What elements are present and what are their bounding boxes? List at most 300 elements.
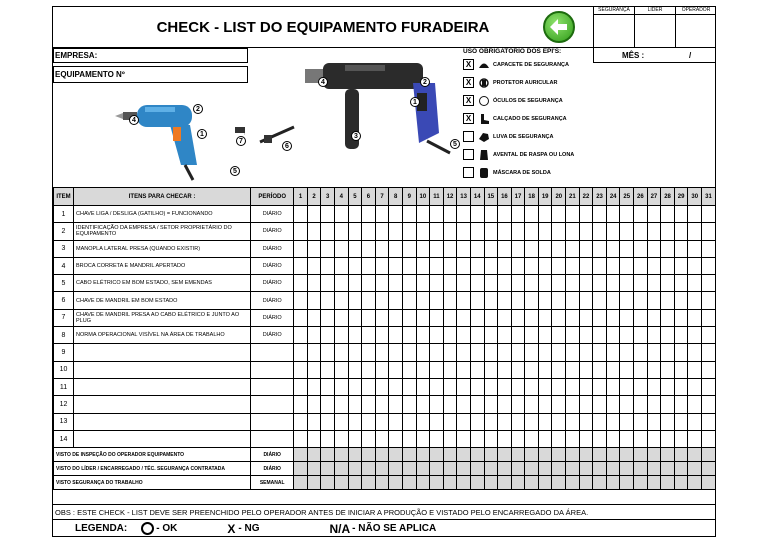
signature-cell[interactable] <box>511 448 525 462</box>
day-check-cell[interactable] <box>674 344 688 361</box>
day-check-cell[interactable] <box>525 396 539 413</box>
day-check-cell[interactable] <box>620 275 634 292</box>
day-check-cell[interactable] <box>389 430 403 447</box>
day-check-cell[interactable] <box>375 206 389 223</box>
day-check-cell[interactable] <box>443 361 457 378</box>
day-check-cell[interactable] <box>674 206 688 223</box>
day-check-cell[interactable] <box>443 257 457 274</box>
day-check-cell[interactable] <box>362 378 376 395</box>
day-check-cell[interactable] <box>402 309 416 326</box>
signature-cell[interactable] <box>593 448 607 462</box>
day-check-cell[interactable] <box>661 413 675 430</box>
day-check-cell[interactable] <box>620 223 634 240</box>
day-check-cell[interactable] <box>470 361 484 378</box>
day-check-cell[interactable] <box>294 292 308 309</box>
day-check-cell[interactable] <box>321 361 335 378</box>
day-check-cell[interactable] <box>416 240 430 257</box>
day-check-cell[interactable] <box>688 206 702 223</box>
day-check-cell[interactable] <box>606 206 620 223</box>
day-check-cell[interactable] <box>321 378 335 395</box>
day-check-cell[interactable] <box>674 292 688 309</box>
day-check-cell[interactable] <box>674 396 688 413</box>
day-check-cell[interactable] <box>661 292 675 309</box>
day-check-cell[interactable] <box>620 378 634 395</box>
day-check-cell[interactable] <box>498 206 512 223</box>
day-check-cell[interactable] <box>566 396 580 413</box>
day-check-cell[interactable] <box>348 309 362 326</box>
day-check-cell[interactable] <box>538 413 552 430</box>
day-check-cell[interactable] <box>470 206 484 223</box>
day-check-cell[interactable] <box>430 292 444 309</box>
day-check-cell[interactable] <box>579 206 593 223</box>
day-check-cell[interactable] <box>674 223 688 240</box>
signature-cell[interactable] <box>647 462 661 476</box>
day-check-cell[interactable] <box>606 378 620 395</box>
day-check-cell[interactable] <box>702 327 716 344</box>
day-check-cell[interactable] <box>389 240 403 257</box>
day-check-cell[interactable] <box>334 275 348 292</box>
day-check-cell[interactable] <box>430 430 444 447</box>
day-check-cell[interactable] <box>321 223 335 240</box>
epi-checkbox[interactable]: X <box>463 59 474 70</box>
day-check-cell[interactable] <box>457 275 471 292</box>
signature-cell[interactable] <box>552 448 566 462</box>
day-check-cell[interactable] <box>416 396 430 413</box>
day-check-cell[interactable] <box>634 223 648 240</box>
day-check-cell[interactable] <box>294 309 308 326</box>
day-check-cell[interactable] <box>538 378 552 395</box>
day-check-cell[interactable] <box>593 240 607 257</box>
day-check-cell[interactable] <box>674 413 688 430</box>
day-check-cell[interactable] <box>375 378 389 395</box>
signature-cell[interactable] <box>348 462 362 476</box>
day-check-cell[interactable] <box>402 223 416 240</box>
signature-cell[interactable] <box>402 462 416 476</box>
epi-checkbox[interactable] <box>463 149 474 160</box>
day-check-cell[interactable] <box>647 309 661 326</box>
day-check-cell[interactable] <box>307 257 321 274</box>
day-check-cell[interactable] <box>334 309 348 326</box>
day-check-cell[interactable] <box>362 344 376 361</box>
day-check-cell[interactable] <box>457 309 471 326</box>
day-check-cell[interactable] <box>566 344 580 361</box>
signature-cell[interactable] <box>321 462 335 476</box>
signature-cell[interactable] <box>566 448 580 462</box>
day-check-cell[interactable] <box>579 378 593 395</box>
signature-cell[interactable] <box>348 448 362 462</box>
day-check-cell[interactable] <box>443 413 457 430</box>
signature-cell[interactable] <box>674 448 688 462</box>
signature-cell[interactable] <box>538 476 552 490</box>
day-check-cell[interactable] <box>470 257 484 274</box>
signature-cell[interactable] <box>511 462 525 476</box>
day-check-cell[interactable] <box>511 344 525 361</box>
day-check-cell[interactable] <box>294 206 308 223</box>
day-check-cell[interactable] <box>552 257 566 274</box>
signature-cell[interactable] <box>484 476 498 490</box>
day-check-cell[interactable] <box>702 413 716 430</box>
day-check-cell[interactable] <box>294 378 308 395</box>
day-check-cell[interactable] <box>579 309 593 326</box>
day-check-cell[interactable] <box>402 257 416 274</box>
day-check-cell[interactable] <box>321 327 335 344</box>
day-check-cell[interactable] <box>402 206 416 223</box>
day-check-cell[interactable] <box>661 257 675 274</box>
day-check-cell[interactable] <box>334 430 348 447</box>
day-check-cell[interactable] <box>307 309 321 326</box>
day-check-cell[interactable] <box>457 223 471 240</box>
day-check-cell[interactable] <box>430 378 444 395</box>
day-check-cell[interactable] <box>511 206 525 223</box>
month-field[interactable] <box>593 48 716 63</box>
day-check-cell[interactable] <box>375 344 389 361</box>
day-check-cell[interactable] <box>375 361 389 378</box>
day-check-cell[interactable] <box>348 206 362 223</box>
day-check-cell[interactable] <box>511 223 525 240</box>
day-check-cell[interactable] <box>334 257 348 274</box>
day-check-cell[interactable] <box>430 413 444 430</box>
day-check-cell[interactable] <box>634 327 648 344</box>
signature-cell[interactable] <box>470 448 484 462</box>
day-check-cell[interactable] <box>457 430 471 447</box>
day-check-cell[interactable] <box>402 430 416 447</box>
signature-cell[interactable] <box>334 476 348 490</box>
day-check-cell[interactable] <box>525 327 539 344</box>
day-check-cell[interactable] <box>307 378 321 395</box>
day-check-cell[interactable] <box>566 240 580 257</box>
day-check-cell[interactable] <box>688 361 702 378</box>
day-check-cell[interactable] <box>538 223 552 240</box>
day-check-cell[interactable] <box>362 413 376 430</box>
day-check-cell[interactable] <box>525 413 539 430</box>
day-check-cell[interactable] <box>484 413 498 430</box>
day-check-cell[interactable] <box>661 361 675 378</box>
day-check-cell[interactable] <box>579 344 593 361</box>
day-check-cell[interactable] <box>674 361 688 378</box>
day-check-cell[interactable] <box>647 396 661 413</box>
day-check-cell[interactable] <box>552 206 566 223</box>
signature-cell[interactable] <box>484 462 498 476</box>
day-check-cell[interactable] <box>566 223 580 240</box>
day-check-cell[interactable] <box>375 309 389 326</box>
day-check-cell[interactable] <box>566 378 580 395</box>
signature-cell[interactable] <box>647 448 661 462</box>
day-check-cell[interactable] <box>375 223 389 240</box>
signature-cell[interactable] <box>620 462 634 476</box>
day-check-cell[interactable] <box>702 223 716 240</box>
day-check-cell[interactable] <box>348 396 362 413</box>
day-check-cell[interactable] <box>484 275 498 292</box>
day-check-cell[interactable] <box>348 223 362 240</box>
company-field[interactable] <box>53 48 248 63</box>
day-check-cell[interactable] <box>457 413 471 430</box>
day-check-cell[interactable] <box>538 292 552 309</box>
signature-cell[interactable] <box>579 448 593 462</box>
day-check-cell[interactable] <box>634 240 648 257</box>
day-check-cell[interactable] <box>402 396 416 413</box>
day-check-cell[interactable] <box>525 344 539 361</box>
day-check-cell[interactable] <box>484 430 498 447</box>
signature-cell[interactable] <box>566 462 580 476</box>
day-check-cell[interactable] <box>525 240 539 257</box>
day-check-cell[interactable] <box>688 292 702 309</box>
day-check-cell[interactable] <box>674 275 688 292</box>
day-check-cell[interactable] <box>702 396 716 413</box>
day-check-cell[interactable] <box>688 430 702 447</box>
day-check-cell[interactable] <box>457 396 471 413</box>
day-check-cell[interactable] <box>688 378 702 395</box>
day-check-cell[interactable] <box>307 275 321 292</box>
day-check-cell[interactable] <box>511 240 525 257</box>
day-check-cell[interactable] <box>661 344 675 361</box>
day-check-cell[interactable] <box>620 240 634 257</box>
day-check-cell[interactable] <box>688 396 702 413</box>
signature-cell[interactable] <box>294 462 308 476</box>
day-check-cell[interactable] <box>552 275 566 292</box>
day-check-cell[interactable] <box>416 327 430 344</box>
day-check-cell[interactable] <box>661 206 675 223</box>
day-check-cell[interactable] <box>688 257 702 274</box>
signature-cell[interactable] <box>620 476 634 490</box>
day-check-cell[interactable] <box>375 327 389 344</box>
signature-cell[interactable] <box>389 448 403 462</box>
day-check-cell[interactable] <box>443 223 457 240</box>
day-check-cell[interactable] <box>511 361 525 378</box>
signature-cell[interactable] <box>470 462 484 476</box>
day-check-cell[interactable] <box>647 361 661 378</box>
day-check-cell[interactable] <box>457 292 471 309</box>
day-check-cell[interactable] <box>498 361 512 378</box>
day-check-cell[interactable] <box>389 361 403 378</box>
signature-cell[interactable] <box>362 462 376 476</box>
day-check-cell[interactable] <box>389 413 403 430</box>
day-check-cell[interactable] <box>294 396 308 413</box>
signature-cell[interactable] <box>430 476 444 490</box>
day-check-cell[interactable] <box>674 327 688 344</box>
day-check-cell[interactable] <box>525 292 539 309</box>
day-check-cell[interactable] <box>430 206 444 223</box>
signature-cell[interactable] <box>470 476 484 490</box>
day-check-cell[interactable] <box>634 206 648 223</box>
day-check-cell[interactable] <box>294 413 308 430</box>
signature-cell[interactable] <box>702 476 716 490</box>
day-check-cell[interactable] <box>334 240 348 257</box>
day-check-cell[interactable] <box>484 206 498 223</box>
day-check-cell[interactable] <box>511 413 525 430</box>
day-check-cell[interactable] <box>430 240 444 257</box>
day-check-cell[interactable] <box>647 240 661 257</box>
day-check-cell[interactable] <box>470 275 484 292</box>
day-check-cell[interactable] <box>606 344 620 361</box>
day-check-cell[interactable] <box>620 344 634 361</box>
day-check-cell[interactable] <box>307 344 321 361</box>
day-check-cell[interactable] <box>606 275 620 292</box>
day-check-cell[interactable] <box>606 430 620 447</box>
day-check-cell[interactable] <box>498 309 512 326</box>
day-check-cell[interactable] <box>634 413 648 430</box>
day-check-cell[interactable] <box>389 275 403 292</box>
epi-checkbox[interactable]: X <box>463 113 474 124</box>
day-check-cell[interactable] <box>389 292 403 309</box>
signature-cell[interactable] <box>457 462 471 476</box>
day-check-cell[interactable] <box>566 361 580 378</box>
day-check-cell[interactable] <box>484 309 498 326</box>
signature-cell[interactable] <box>362 476 376 490</box>
day-check-cell[interactable] <box>538 327 552 344</box>
day-check-cell[interactable] <box>470 396 484 413</box>
day-check-cell[interactable] <box>688 309 702 326</box>
day-check-cell[interactable] <box>511 378 525 395</box>
signature-cell[interactable] <box>674 462 688 476</box>
signature-cell[interactable] <box>457 448 471 462</box>
signature-cell[interactable] <box>661 476 675 490</box>
signature-cell[interactable] <box>389 462 403 476</box>
day-check-cell[interactable] <box>606 327 620 344</box>
day-check-cell[interactable] <box>634 344 648 361</box>
day-check-cell[interactable] <box>525 361 539 378</box>
day-check-cell[interactable] <box>688 275 702 292</box>
signature-cell[interactable] <box>443 476 457 490</box>
day-check-cell[interactable] <box>402 292 416 309</box>
signature-cell[interactable] <box>620 448 634 462</box>
day-check-cell[interactable] <box>566 309 580 326</box>
day-check-cell[interactable] <box>647 292 661 309</box>
day-check-cell[interactable] <box>416 344 430 361</box>
signature-box-security[interactable] <box>593 7 634 47</box>
epi-checkbox[interactable] <box>463 131 474 142</box>
day-check-cell[interactable] <box>402 327 416 344</box>
day-check-cell[interactable] <box>661 309 675 326</box>
day-check-cell[interactable] <box>348 327 362 344</box>
signature-cell[interactable] <box>634 476 648 490</box>
day-check-cell[interactable] <box>511 430 525 447</box>
day-check-cell[interactable] <box>321 257 335 274</box>
day-check-cell[interactable] <box>702 378 716 395</box>
day-check-cell[interactable] <box>348 413 362 430</box>
day-check-cell[interactable] <box>457 240 471 257</box>
day-check-cell[interactable] <box>688 327 702 344</box>
day-check-cell[interactable] <box>552 378 566 395</box>
signature-cell[interactable] <box>443 462 457 476</box>
day-check-cell[interactable] <box>525 206 539 223</box>
signature-cell[interactable] <box>593 476 607 490</box>
day-check-cell[interactable] <box>430 396 444 413</box>
day-check-cell[interactable] <box>579 240 593 257</box>
day-check-cell[interactable] <box>498 257 512 274</box>
day-check-cell[interactable] <box>525 430 539 447</box>
day-check-cell[interactable] <box>498 378 512 395</box>
day-check-cell[interactable] <box>375 257 389 274</box>
day-check-cell[interactable] <box>538 430 552 447</box>
signature-cell[interactable] <box>430 448 444 462</box>
day-check-cell[interactable] <box>321 413 335 430</box>
day-check-cell[interactable] <box>688 240 702 257</box>
day-check-cell[interactable] <box>307 327 321 344</box>
day-check-cell[interactable] <box>606 257 620 274</box>
signature-box-leader[interactable] <box>634 7 675 47</box>
day-check-cell[interactable] <box>620 413 634 430</box>
day-check-cell[interactable] <box>647 344 661 361</box>
day-check-cell[interactable] <box>348 275 362 292</box>
day-check-cell[interactable] <box>674 240 688 257</box>
day-check-cell[interactable] <box>389 206 403 223</box>
day-check-cell[interactable] <box>661 378 675 395</box>
day-check-cell[interactable] <box>307 396 321 413</box>
signature-cell[interactable] <box>430 462 444 476</box>
signature-box-operator[interactable] <box>675 7 716 47</box>
day-check-cell[interactable] <box>443 206 457 223</box>
day-check-cell[interactable] <box>634 257 648 274</box>
day-check-cell[interactable] <box>362 309 376 326</box>
signature-cell[interactable] <box>402 476 416 490</box>
signature-cell[interactable] <box>606 476 620 490</box>
day-check-cell[interactable] <box>606 413 620 430</box>
day-check-cell[interactable] <box>552 223 566 240</box>
day-check-cell[interactable] <box>634 292 648 309</box>
day-check-cell[interactable] <box>321 292 335 309</box>
day-check-cell[interactable] <box>688 223 702 240</box>
signature-cell[interactable] <box>566 476 580 490</box>
day-check-cell[interactable] <box>566 430 580 447</box>
day-check-cell[interactable] <box>416 378 430 395</box>
day-check-cell[interactable] <box>674 430 688 447</box>
day-check-cell[interactable] <box>538 257 552 274</box>
day-check-cell[interactable] <box>307 361 321 378</box>
day-check-cell[interactable] <box>552 396 566 413</box>
day-check-cell[interactable] <box>552 413 566 430</box>
signature-cell[interactable] <box>416 476 430 490</box>
day-check-cell[interactable] <box>389 223 403 240</box>
epi-checkbox[interactable]: X <box>463 77 474 88</box>
signature-cell[interactable] <box>307 462 321 476</box>
day-check-cell[interactable] <box>307 413 321 430</box>
day-check-cell[interactable] <box>688 413 702 430</box>
day-check-cell[interactable] <box>484 396 498 413</box>
day-check-cell[interactable] <box>389 309 403 326</box>
day-check-cell[interactable] <box>416 413 430 430</box>
day-check-cell[interactable] <box>294 344 308 361</box>
day-check-cell[interactable] <box>416 430 430 447</box>
day-check-cell[interactable] <box>647 413 661 430</box>
day-check-cell[interactable] <box>294 430 308 447</box>
day-check-cell[interactable] <box>334 206 348 223</box>
day-check-cell[interactable] <box>620 309 634 326</box>
day-check-cell[interactable] <box>294 257 308 274</box>
day-check-cell[interactable] <box>348 292 362 309</box>
signature-cell[interactable] <box>606 448 620 462</box>
signature-cell[interactable] <box>294 476 308 490</box>
signature-cell[interactable] <box>538 448 552 462</box>
day-check-cell[interactable] <box>348 430 362 447</box>
day-check-cell[interactable] <box>375 396 389 413</box>
day-check-cell[interactable] <box>620 361 634 378</box>
day-check-cell[interactable] <box>457 206 471 223</box>
day-check-cell[interactable] <box>525 309 539 326</box>
day-check-cell[interactable] <box>430 257 444 274</box>
day-check-cell[interactable] <box>443 430 457 447</box>
day-check-cell[interactable] <box>484 378 498 395</box>
day-check-cell[interactable] <box>443 240 457 257</box>
day-check-cell[interactable] <box>470 240 484 257</box>
signature-cell[interactable] <box>552 476 566 490</box>
day-check-cell[interactable] <box>538 206 552 223</box>
day-check-cell[interactable] <box>661 430 675 447</box>
day-check-cell[interactable] <box>538 361 552 378</box>
epi-checkbox[interactable]: X <box>463 95 474 106</box>
day-check-cell[interactable] <box>307 292 321 309</box>
day-check-cell[interactable] <box>470 292 484 309</box>
day-check-cell[interactable] <box>443 309 457 326</box>
